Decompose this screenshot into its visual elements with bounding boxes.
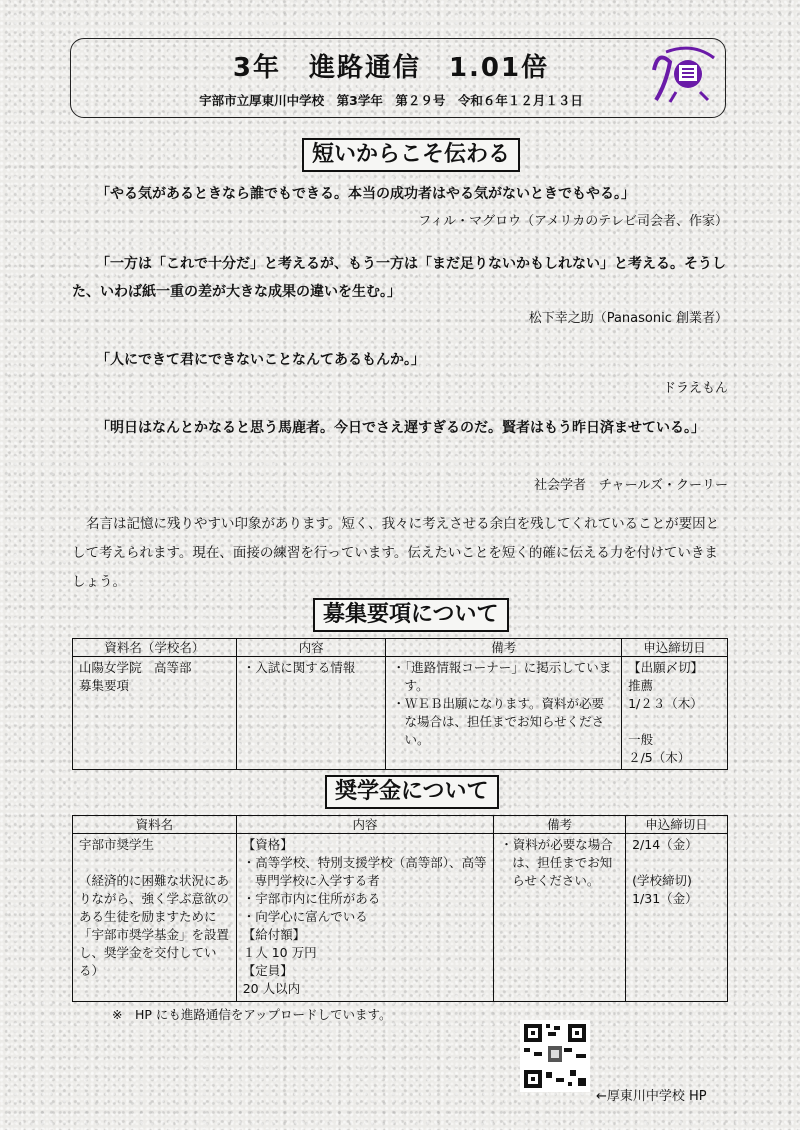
- scholarship-table: [72, 815, 728, 1002]
- school-name: 山陽女学院 高等部: [79, 660, 192, 675]
- column-header: 資料名: [73, 816, 237, 834]
- deadline-line: 推薦: [628, 678, 654, 693]
- note-item: ・ＷＥＢ出願になります。資料が必要な場合は、担任までお知らせください。: [392, 696, 605, 747]
- deadline-line: 1/31（金）: [632, 891, 698, 906]
- deadline-line: 2/14（金）: [632, 837, 698, 852]
- content-line: 20 人以内: [242, 981, 301, 996]
- school-name-cell: [73, 657, 237, 770]
- newsletter-title: 3年 進路通信 1.01倍: [232, 53, 550, 83]
- content-line: ・高等学校、特別支援学校（高等部）、高等専門学校に入学する者: [242, 855, 487, 888]
- scholarship-name: 宇部市奨学生: [79, 837, 155, 852]
- deadline-line: 【出願〆切】: [628, 660, 704, 675]
- column-header: 備考: [386, 639, 622, 657]
- notes-cell: [386, 657, 622, 770]
- deadline-cell: [626, 834, 728, 1002]
- section1-body: 名言は記憶に残りやすい印象があります。短く、我々に考えさせる余白を残してくれていることが要因として考えられます。現在、面接の練習を行っています。伝えたいことを短く的確に伝える力を付けていきましょう。: [72, 516, 720, 590]
- hp-link[interactable]: ←厚東川中学校 HP: [596, 1089, 707, 1104]
- content-line: １人 10 万円: [242, 945, 317, 960]
- content-line: ・向学心に富んでいる: [242, 909, 368, 924]
- section-title-scholarship: 奨学金について: [325, 775, 499, 809]
- content-line: ・宇部市内に住所がある: [242, 891, 381, 906]
- quote-3-author: ドラえもん: [662, 381, 728, 396]
- logo-icon: [648, 40, 718, 106]
- recruit-table: [72, 638, 728, 770]
- deadline-line: 1/２３（木）: [628, 696, 703, 711]
- scholarship-desc: （経済的に困難な状況にありながら、強く学ぶ意欲のある生徒を励ますために「宇部市奨学基金」を設置し、奨学金を交付している）: [79, 873, 230, 978]
- newsletter-subtitle: 宇部市立厚東川中学校 第3学年 第２９号 令和６年１２月１３日: [199, 93, 583, 108]
- header-box: [70, 38, 726, 118]
- quote-4-author: 社会学者 チャールズ・クーリー: [534, 478, 728, 493]
- quote-1: 「やる気があるときなら誰でもできる。本当の成功者はやる気がないときでもやる。」: [96, 186, 635, 202]
- qr-code-icon[interactable]: [520, 1020, 590, 1092]
- deadline-line: [628, 713, 721, 731]
- table-header-row: [73, 639, 728, 657]
- content-line: 【資格】: [242, 837, 293, 852]
- column-header: 申込締切日: [626, 816, 728, 834]
- table-row: [73, 834, 728, 1002]
- quote-2: 「一方は「これで十分だ」と考えるが、もう一方は「まだ足りないかもしれない」と考える。そうした、いわば紙一重の差が大きな成果の違いを生む。」: [72, 256, 726, 300]
- table-header-row: [73, 816, 728, 834]
- section-title-recruit: 募集要項について: [313, 598, 509, 632]
- deadline-line: ２/5（木）: [628, 750, 691, 765]
- quote-4: 「明日はなんとかなると思う馬鹿者。今日でさえ遅すぎるのだ。賢者はもう昨日済ませている。」: [96, 420, 705, 436]
- table-row: [73, 657, 728, 770]
- column-header: 資料名（学校名）: [73, 639, 237, 657]
- quote-3: 「人にできて君にできないことなんてあるもんか。」: [96, 352, 425, 368]
- scholarship-name-cell: [73, 834, 237, 1002]
- column-header: 備考: [494, 816, 626, 834]
- column-header: 申込締切日: [622, 639, 728, 657]
- section-title-quotes: 短いからこそ伝わる: [302, 138, 520, 172]
- quote-1-author: フィル・マグロウ（アメリカのテレビ司会者、作家）: [418, 214, 728, 229]
- note-item: ・「進路情報コーナー」に掲示しています。: [392, 660, 612, 693]
- deadline-line: 一般: [628, 732, 654, 747]
- quote-2-author: 松下幸之助（Panasonic 創業者）: [528, 311, 728, 326]
- notes-cell: ・資料が必要な場合は、担任までお知らせください。: [494, 834, 626, 1002]
- content-line: 【給付額】: [242, 927, 306, 942]
- column-header: 内容: [236, 816, 494, 834]
- column-header: 内容: [236, 639, 386, 657]
- deadline-cell: [622, 657, 728, 770]
- content-cell: ・入試に関する情報: [236, 657, 386, 770]
- upload-note: ※ HP にも進路通信をアップロードしています。: [112, 1007, 392, 1022]
- content-line: 【定員】: [242, 963, 293, 978]
- deadline-line: [632, 854, 721, 872]
- doc-name: 募集要項: [79, 678, 130, 693]
- deadline-line: (学校締切): [632, 873, 692, 888]
- content-cell: [236, 834, 494, 1002]
